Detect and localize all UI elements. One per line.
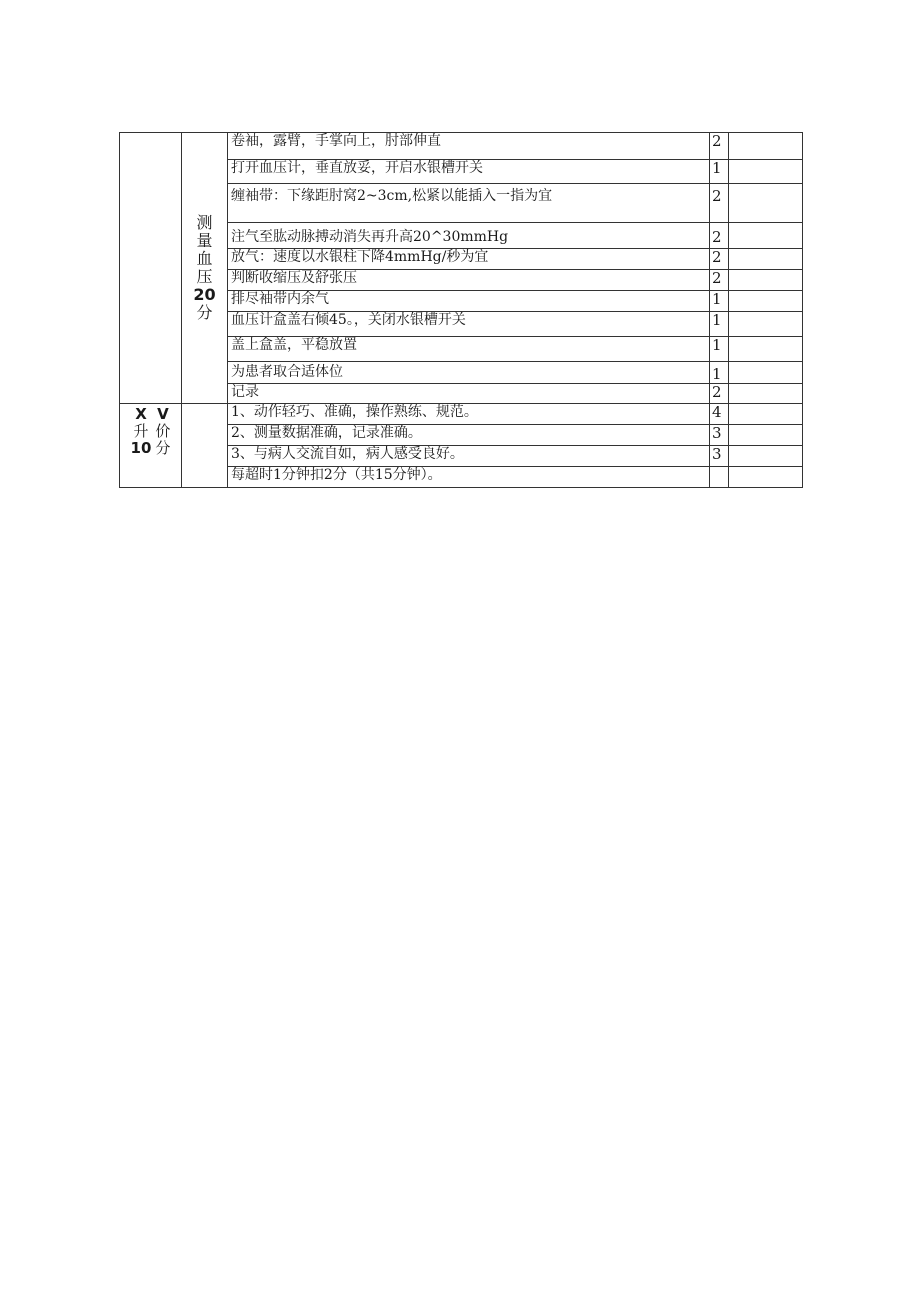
empty-cell [729, 337, 803, 362]
score-value: 1 [710, 362, 729, 384]
table-row [120, 133, 803, 160]
empty-cell [729, 270, 803, 291]
empty-cell [729, 184, 803, 223]
item-text: 放气：速度以水银柱下降4mmHg/秒为宜 [228, 249, 710, 270]
item-text: 判断收缩压及舒张压 [228, 270, 710, 291]
score-value: 2 [710, 184, 729, 223]
item-text: 排尽袖带内余气 [228, 291, 710, 312]
item-text: 打开血压计，垂直放妥，开启水银槽开关 [228, 160, 710, 184]
evaluation-label-col-right: V 价 分 [155, 405, 171, 457]
empty-cell [729, 291, 803, 312]
section-label-measure-bp: 测 量 血 压 20 分 [182, 133, 228, 404]
empty-cell [729, 223, 803, 249]
empty-cell [729, 425, 803, 446]
score-value: 1 [710, 337, 729, 362]
item-text: 3、与病人交流自如，病人感受良好。 [228, 446, 710, 467]
score-value: 3 [710, 446, 729, 467]
empty-cell [729, 404, 803, 425]
blood-pressure-scoring-table [119, 132, 803, 488]
empty-cell [120, 133, 182, 404]
item-text: 1、动作轻巧、准确，操作熟练、规范。 [228, 404, 710, 425]
empty-cell [729, 160, 803, 184]
empty-cell [729, 384, 803, 404]
empty-cell [182, 404, 228, 488]
score-value: 2 [710, 384, 729, 404]
item-text: 2、测量数据准确，记录准确。 [228, 425, 710, 446]
section-label-evaluation [120, 404, 182, 488]
score-value: 1 [710, 160, 729, 184]
empty-cell [729, 312, 803, 337]
item-text: 每超时1分钟扣2分（共15分钟）。 [228, 467, 710, 488]
item-text: 记录 [228, 384, 710, 404]
score-value: 1 [710, 312, 729, 337]
empty-cell [729, 446, 803, 467]
empty-cell [729, 133, 803, 160]
item-text: 缠袖带：下缘距肘窝2~3cm,松紧以能插入一指为宜 [228, 184, 710, 223]
item-text: 血压计盒盖右倾45。，关闭水银槽开关 [228, 312, 710, 337]
score-value: 4 [710, 404, 729, 425]
score-value: 2 [710, 223, 729, 249]
score-value: 2 [710, 270, 729, 291]
score-value: 1 [710, 291, 729, 312]
empty-cell [729, 467, 803, 488]
score-value: 3 [710, 425, 729, 446]
score-value: 2 [710, 249, 729, 270]
score-value: 2 [710, 133, 729, 160]
table-row [120, 404, 803, 425]
item-text: 注气至肱动脉搏动消失再升高20^30mmHg [228, 223, 710, 249]
empty-cell [729, 362, 803, 384]
item-text: 卷袖，露臂，手掌向上，肘部伸直 [228, 133, 710, 160]
item-text: 为患者取合适体位 [228, 362, 710, 384]
evaluation-label-col-left: X 升 10 [130, 405, 152, 457]
empty-cell [729, 249, 803, 270]
item-text: 盖上盒盖，平稳放置 [228, 337, 710, 362]
score-value [710, 467, 729, 488]
